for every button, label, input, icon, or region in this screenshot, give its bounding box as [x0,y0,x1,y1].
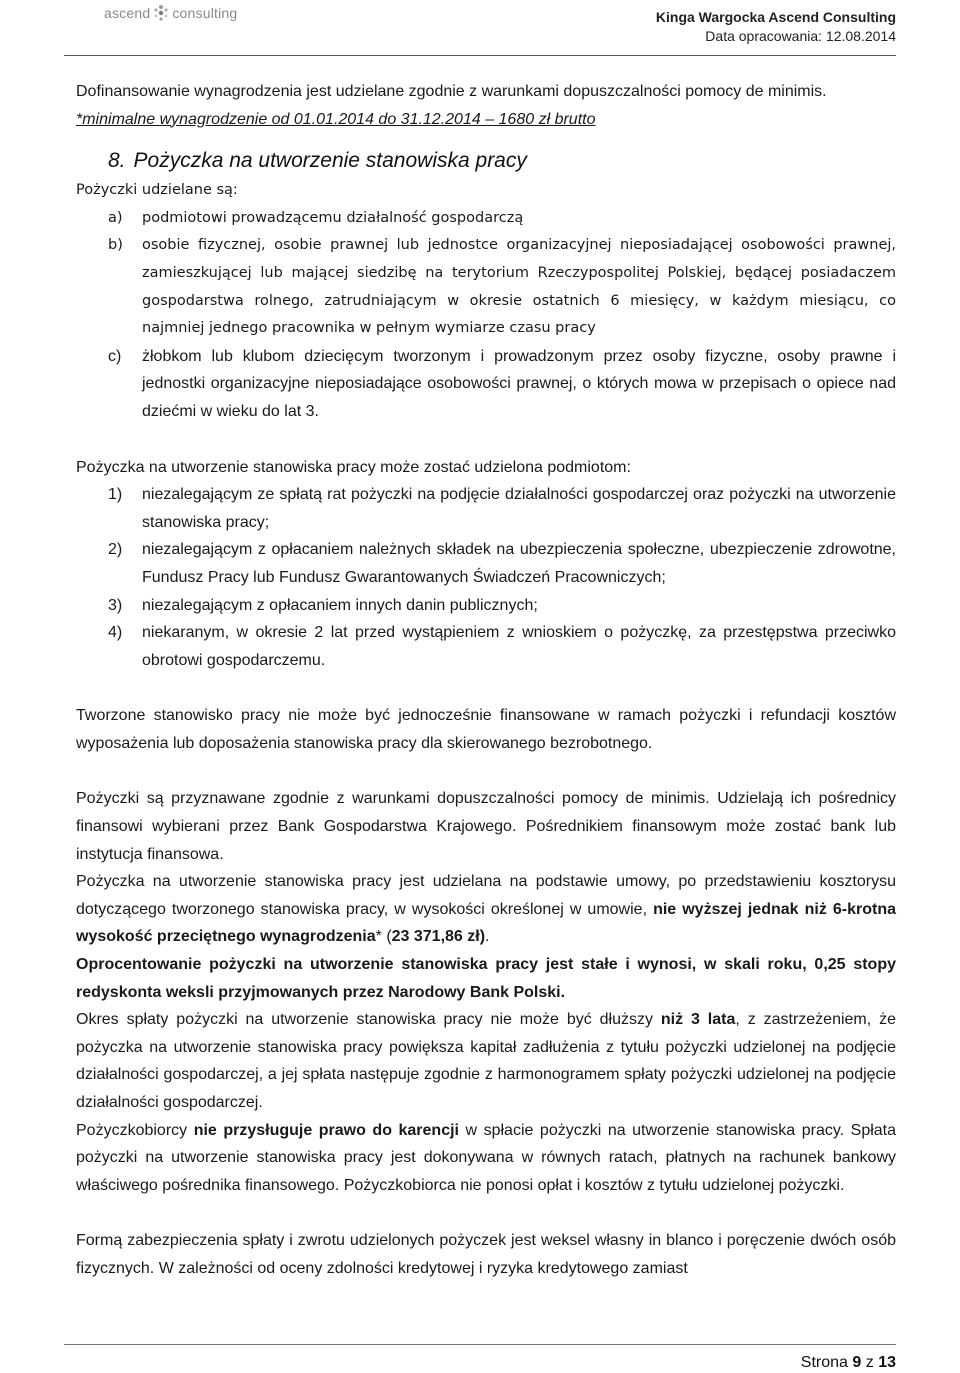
spacer [76,426,896,454]
page-header [0,0,960,58]
footer-of: z [865,1354,874,1371]
text-run: . [485,928,490,946]
paragraph-term [76,1006,896,1116]
list-item [76,205,896,233]
text-run: * ( [375,928,392,946]
list-marker: 3) [108,596,123,614]
conditions-intro: Pożyczka na utworzenie stanowiska pracy może zostać udzielona podmiotom: [76,458,631,476]
paragraph-amount [76,868,896,951]
list-marker: 4) [108,624,123,642]
text-run: , z zastrzeżeniem, że pożyczka na utworzenie stanowiska pracy powiększa kapitał zadłużenia z tytułu pożyczki udzielonej na podjęcie działalności gospodarczej, a jej spłata następuje zgodnie z harmonogramem spłaty pożyczki udzielonej na podjęcie działalności gospodarczej. [76,1011,896,1111]
section-heading [76,145,896,177]
list-item-text: żłobkom lub klubom dziecięcym tworzonym i prowadzonym przez osoby fizyczne, osoby prawne i jednostki organizacyjne nieposiadające osobowości prawnej, o których mowa w przepisach o opiece nad dziećmi w wieku do lat 3. [142,347,896,420]
list-item-text: niekaranym, w okresie 2 lat przed wystąpieniem z wnioskiem o pożyczkę, za przestępstwa przeciwko obrotowi gospodarczemu. [142,624,896,669]
list-item-text: niezalegającym ze spłatą rat pożyczki na podjęcie działalności gospodarczej oraz pożyczki na utworzenie stanowiska pracy; [142,486,896,531]
paragraph-security: Formą zabezpieczenia spłaty i zwrotu udzielonych pożyczek jest weksel własny in blanco i poręczenie dwóch osób fizycznych. W zależności od oceny zdolności kredytowej i ryzyka kredytowego zamiast [76,1232,896,1277]
section-number: 8. [108,149,126,173]
spacer [76,757,896,785]
logo-text-left: ascend [104,5,151,21]
text-run: Pożyczka na utworzenie stanowiska pracy jest udzielana na podstawie umowy, po przedstawieniu kosztorysu dotyczącego tworzonego stanowiska pracy, w wysokości określonej w umowie, [76,873,896,918]
list-marker: 2) [108,541,123,559]
list-item-text: podmiotowi prowadzącemu działalność gospodarczą [142,209,524,226]
list-item [76,536,896,591]
header-divider [64,55,896,56]
page-footer [801,1354,896,1372]
list-item-text: osobie fizycznej, osobie prawnej lub jednostce organizacyjnej nieposiadającej osobowości prawnej, zamieszkującej lub mającej siedzibę na terytorium Rzeczypospolitej Polskiej, będącej posiadaczem gospodarstwa rolnego, zatrudniającym w okresie ostatnich 6 miesięcy, w każdym miesiącu, co najmniej jednego pracownika w pełnym wymiarze czasu pracy [142,237,896,337]
paragraph-interest [76,951,896,1006]
list-item [76,592,896,620]
company-logo [104,4,237,22]
text-run: Okres spłaty pożyczki na utworzenie stanowiska pracy nie może być dłuższy [76,1011,661,1029]
list-item [76,619,896,674]
footer-page-number: 9 [852,1354,862,1371]
paragraph-refund: Tworzone stanowisko pracy nie może być jednocześnie finansowane w ramach pożyczki i refundacji kosztów wyposażenia lub doposażenia stanowiska pracy dla skierowanego bezrobotnego. [76,707,896,752]
list-marker: a) [108,209,123,226]
logo-text-right: consulting [172,5,238,21]
list-item-text: niezalegającym z opłacaniem należnych składek na ubezpieczenia społeczne, ubezpieczenie zdrowotne, Fundusz Pracy lub Fundusz Gwarantowanych Świadczeń Pracowniczych; [142,541,896,586]
logo-dots-icon [152,4,170,22]
page-content [76,78,896,1283]
footer-total-pages: 13 [878,1354,896,1371]
list-item [76,481,896,536]
paragraph-de-minimis: Dofinansowanie wynagrodzenia jest udzielane zgodnie z warunkami dopuszczalności pomocy de minimis. [76,83,827,100]
list-item [76,232,896,342]
text-run: Pożyczkobiorcy [76,1121,194,1139]
minimum-wage-note: *minimalne wynagrodzenie od 01.01.2014 do 31.12.2014 – 1680 zł brutto [76,110,596,128]
text-run-bold: nie wyższej jednak niż 6-krotna wysokość przeciętnego wynagrodzenia [76,900,896,946]
section-title: Pożyczka na utworzenie stanowiska pracy [133,149,527,173]
spacer [76,1199,896,1227]
recipients-intro: Pożyczki udzielane są: [76,182,238,199]
spacer [76,674,896,702]
paragraph-intermediaries: Pożyczki są przyznawane zgodnie z warunkami dopuszczalności pomocy de minimis. Udzielają ich pośrednicy finansowi wybierani przez Bank Gospodarstwa Krajowego. Pośrednikiem finansowym może zostać bank lub instytucja finansowa. [76,790,896,863]
paragraph-grace [76,1117,896,1200]
footer-divider [64,1344,896,1345]
header-info [656,8,896,46]
list-item-text: niezalegającym z opłacaniem innych danin publicznych; [142,596,538,614]
list-item [76,343,896,426]
text-run-bold: niż 3 lata [660,1011,736,1029]
list-marker: b) [108,237,123,254]
list-marker: 1) [108,486,123,504]
header-author: Kinga Wargocka Ascend Consulting [655,9,896,25]
conditions-list [76,481,896,674]
text-run-bold: Oprocentowanie pożyczki na utworzenie stanowiska pracy jest stałe i wynosi, w skali roku, 0,25 stopy redyskonta weksli przyjmowanych przez Narodowy Bank Polski. [76,956,896,1001]
recipients-list [76,205,896,426]
footer-label: Strona [800,1354,848,1371]
text-run-bold: 23 371,86 zł) [391,928,486,946]
text-run-bold: nie przysługuje prawo do karencji [193,1121,459,1139]
text-run: w spłacie pożyczki na utworzenie stanowiska pracy. Spłata pożyczki na utworzenie stanowiska pracy jest dokonywana w równych ratach, płatnych na rachunek bankowy właściwego pośrednika finansowego. Pożyczkobiorca nie ponosi opłat i kosztów z tytułu udzielonej pożyczki. [76,1121,897,1194]
header-date: Data opracowania: 12.08.2014 [705,28,896,44]
list-marker: c) [108,347,122,365]
